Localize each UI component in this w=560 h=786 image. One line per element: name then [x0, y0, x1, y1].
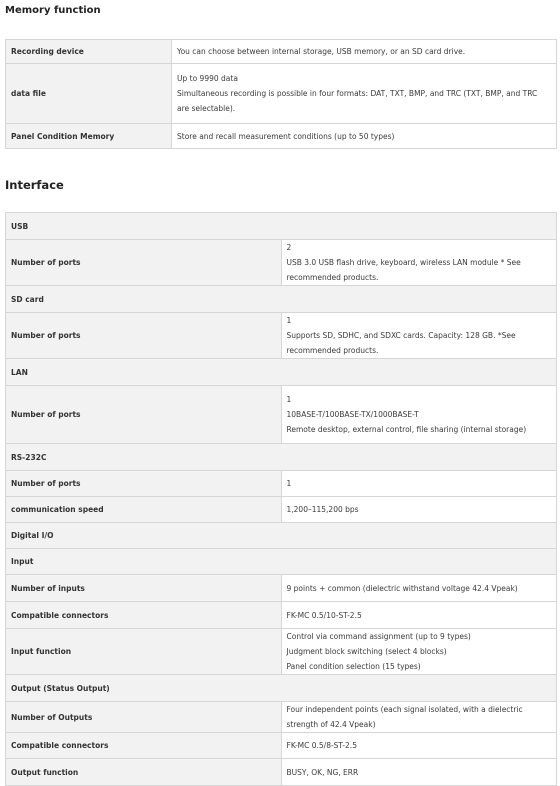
spec-row [6, 629, 557, 675]
group-header-label: Digital I/O [6, 523, 557, 549]
interface-spec-table [5, 212, 557, 786]
interface-section-title: Interface [5, 178, 64, 192]
spec-value-line: FK-MC 0.5/8-ST-2.5 [286, 741, 357, 750]
spec-row [6, 602, 557, 629]
spec-row [6, 575, 557, 602]
group-header-label: SD card [6, 286, 557, 313]
spec-label: data file [6, 64, 172, 124]
spec-value [281, 702, 557, 733]
spec-value [281, 313, 557, 359]
spec-row [6, 64, 557, 124]
group-header-row [6, 286, 557, 313]
spec-value-line: Up to 9990 data [177, 74, 238, 83]
spec-value [281, 629, 557, 675]
group-header-row [6, 523, 557, 549]
spec-value [281, 497, 557, 523]
spec-value-line: 1 [286, 479, 292, 488]
spec-row [6, 702, 557, 733]
spec-value-line: 1 [286, 316, 292, 325]
spec-label: Recording device [6, 40, 172, 64]
spec-value [281, 602, 557, 629]
spec-row [6, 471, 557, 497]
spec-value-line: 1,200–115,200 bps [286, 505, 359, 514]
spec-value [281, 759, 557, 786]
memory-spec-table [5, 39, 557, 149]
spec-row [6, 759, 557, 786]
group-header-row [6, 549, 557, 575]
memory-section-title: Memory function [5, 5, 101, 16]
spec-label: communication speed [6, 497, 282, 523]
spec-value-line: 1 [286, 395, 292, 404]
spec-row [6, 240, 557, 286]
spec-value-line: USB 3.0 USB flash drive, keyboard, wireless LAN module * See recommended products. [286, 258, 521, 282]
spec-label: Number of Outputs [6, 702, 282, 733]
spec-label: Compatible connectors [6, 733, 282, 759]
spec-row [6, 497, 557, 523]
spec-value [281, 471, 557, 497]
group-header-row [6, 675, 557, 702]
spec-value-line: Panel condition selection (15 types) [286, 662, 421, 671]
spec-value-line: FK-MC 0.5/10-ST-2.5 [286, 610, 362, 620]
spec-value [172, 40, 557, 64]
spec-label: Panel Condition Memory [6, 124, 172, 149]
spec-value-line: Control via command assignment (up to 9 types) [286, 632, 471, 641]
group-header-label: USB [6, 213, 557, 240]
spec-value [172, 64, 557, 124]
spec-value-line: Supports SD, SDHC, and SDXC cards. Capacity: 128 GB. *See recommended products. [286, 331, 516, 355]
spec-label: Number of ports [6, 471, 282, 497]
spec-value-line: 9 points + common (dielectric withstand voltage 42.4 Vpeak) [286, 583, 518, 593]
spec-row [6, 733, 557, 759]
group-header-label: RS-232C [6, 444, 557, 471]
spec-value-line: Remote desktop, external control, file sharing (internal storage) [286, 425, 527, 434]
spec-value-line: BUSY, OK, NG, ERR [286, 767, 359, 777]
spec-value-line: You can choose between internal storage, USB memory, or an SD card drive. [177, 47, 466, 56]
spec-label: Output function [6, 759, 282, 786]
spec-label: Number of ports [6, 386, 282, 444]
spec-value [281, 240, 557, 286]
spec-label: Number of ports [6, 313, 282, 359]
group-header-label: LAN [6, 359, 557, 386]
spec-value [172, 124, 557, 149]
spec-value-line: 10BASE-T/100BASE-TX/1000BASE-T [286, 410, 419, 419]
spec-value [281, 575, 557, 602]
spec-row [6, 124, 557, 149]
spec-value-line: 2 [286, 243, 292, 252]
spec-value-line: Store and recall measurement conditions (up to 50 types) [177, 131, 395, 141]
spec-label: Input function [6, 629, 282, 675]
group-header-row [6, 213, 557, 240]
group-header-label: Output (Status Output) [6, 675, 557, 702]
group-header-row [6, 444, 557, 471]
spec-value-line: Judgment block switching (select 4 blocks) [286, 647, 447, 656]
group-header-row [6, 359, 557, 386]
spec-row [6, 40, 557, 64]
spec-label: Number of ports [6, 240, 282, 286]
spec-label: Number of inputs [6, 575, 282, 602]
spec-row [6, 313, 557, 359]
spec-value-line: Four independent points (each signal isolated, with a dielectric strength of 42.4 Vpeak) [286, 705, 523, 729]
group-header-label: Input [6, 549, 557, 575]
spec-row [6, 386, 557, 444]
spec-label: Compatible connectors [6, 602, 282, 629]
spec-value-line: Simultaneous recording is possible in four formats: DAT, TXT, BMP, and TRC (TXT, BMP, and TRC are selectable). [177, 89, 538, 113]
spec-value [281, 386, 557, 444]
spec-value [281, 733, 557, 759]
